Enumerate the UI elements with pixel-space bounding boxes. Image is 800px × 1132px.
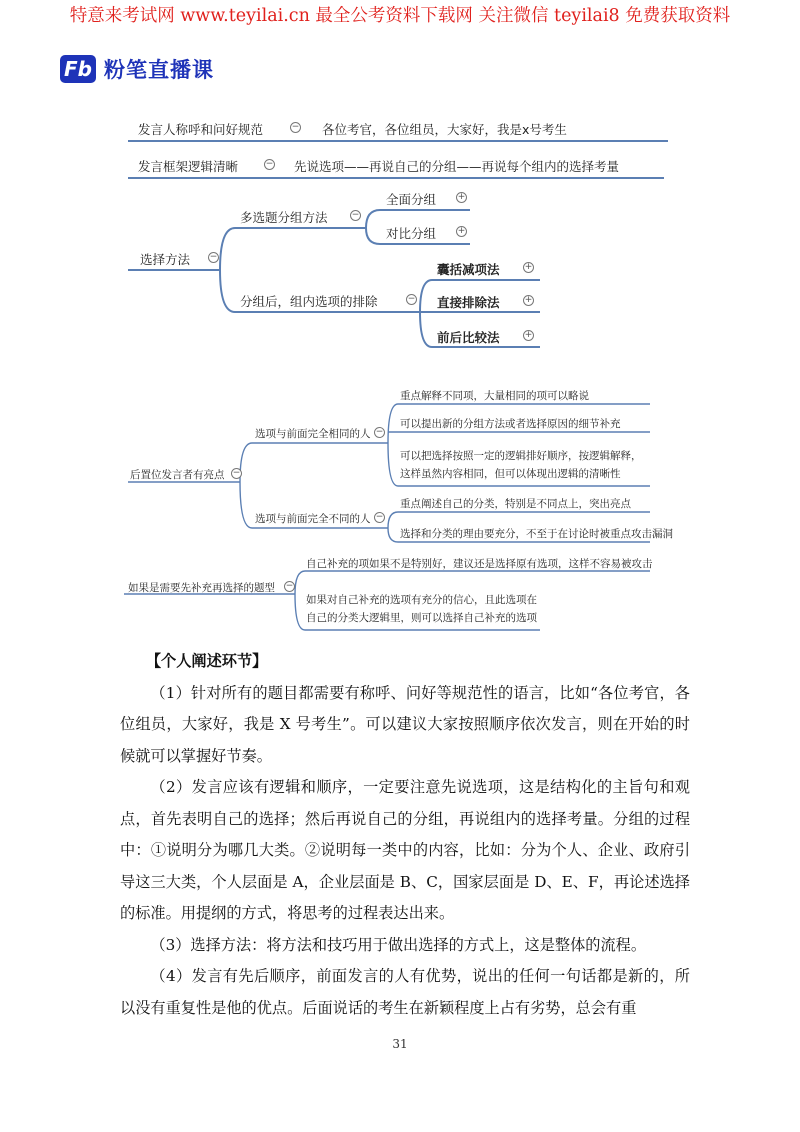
mm-method-leaf: 直接排除法 (437, 295, 500, 310)
mm-supplement-leaf: 如果对自己补充的选项有充分的信心，且此选项在 (306, 594, 537, 606)
collapse-icon[interactable]: − (351, 210, 360, 220)
mm-late-leaf: 这样虽然内容相同，但可以体现出逻辑的清晰性 (400, 468, 621, 480)
expand-icon[interactable]: + (457, 226, 466, 236)
mm-late-leaf: 重点阐述自己的分类，特别是不同点上，突出亮点 (400, 498, 631, 510)
mm-late-leaf: 可以提出新的分组方法或者选择原因的细节补充 (400, 418, 621, 430)
expand-icon[interactable]: + (457, 192, 466, 202)
mm-method-b1: 多选题分组方法 (240, 210, 328, 225)
paragraph: （4）发言有先后顺序，前面发言的人有优势，说出的任何一句话都是新的，所以没有重复性是他的优点。后面说话的考生在新颖程度上占有劣势，总会有重 (120, 967, 690, 1017)
section-heading: 【个人阐述环节】 (145, 652, 268, 670)
paragraph: （1）针对所有的题目都需要有称呼、问好等规范性的语言，比如“各位考官，各位组员，大家好，我是 X 号考生”。可以建议大家按照顺序依次发言，则在开始的时候就可以掌握好节奏。 (120, 683, 690, 765)
paragraph: （3）选择方法：将方法和技巧用于做出选择的方式上，这是整体的流程。 (150, 935, 647, 954)
collapse-icon[interactable]: − (291, 122, 300, 132)
collapse-icon[interactable]: − (209, 252, 218, 262)
collapse-icon[interactable]: − (407, 294, 416, 304)
mm-framework-label: 发言框架逻辑清晰 (138, 159, 239, 174)
collapse-icon[interactable]: − (265, 159, 274, 169)
body-text (120, 646, 690, 1024)
expand-icon[interactable]: + (524, 262, 533, 272)
mm-method-leaf: 前后比较法 (437, 330, 500, 345)
collapse-icon[interactable]: − (375, 512, 384, 522)
page-number: 31 (392, 1037, 408, 1051)
collapse-icon[interactable]: − (285, 581, 294, 591)
mm-greeting-value: 各位考官，各位组员，大家好，我是x号考生 (322, 122, 567, 137)
mm-method-leaf: 对比分组 (386, 226, 437, 241)
header-banner: 特意来考试网 www.teyilai.cn 最全公考资料下载网 关注微信 teyilai8 免费获取资料 (69, 6, 731, 26)
mm-framework-value: 先说选项——再说自己的分组——再说每个组内的选择考量 (294, 159, 620, 174)
mm-method-root: 选择方法 (140, 252, 191, 267)
paragraph: （2）发言应该有逻辑和顺序，一定要注意先说选项，这是结构化的主旨句和观点，首先表明自己的选择；然后再说自己的分组，再说组内的选择考量。分组的过程中：①说明分为哪几大类。②说明每一类中的内容，比如：分为个人、企业、政府引导这三大类，个人层面是 A，企业层面是 B、C，国家层面是 D、E、F，再论述选择的标准。用提纲的方式，将思考的过程表达出来。 (120, 778, 690, 922)
mm-greeting-label: 发言人称呼和问好规范 (138, 122, 264, 137)
mm-method-leaf: 全面分组 (386, 192, 437, 207)
mm-late-root: 后置位发言者有亮点 (130, 469, 225, 481)
mm-late-leaf: 重点解释不同项，大量相同的项可以略说 (400, 390, 589, 402)
collapse-icon[interactable]: − (375, 427, 384, 437)
expand-icon[interactable]: + (524, 330, 533, 340)
mm-late-b2: 选项与前面完全不同的人 (255, 513, 371, 525)
mm-supplement-root: 如果是需要先补充再选择的题型 (128, 582, 275, 594)
mm-method-leaf: 囊括减项法 (437, 262, 500, 277)
mm-supplement-leaf: 自己的分类大逻辑里，则可以选择自己补充的选项 (306, 612, 537, 624)
collapse-icon[interactable]: − (232, 468, 241, 478)
logo-text: 粉笔直播课 (104, 58, 214, 82)
mm-late-b1: 选项与前面完全相同的人 (255, 428, 371, 440)
mm-late-leaf: 可以把选择按照一定的逻辑排好顺序，按逻辑解释， (400, 450, 642, 462)
mm-method-b2: 分组后，组内选项的排除 (240, 294, 378, 309)
mm-supplement-leaf: 自己补充的项如果不是特别好，建议还是选择原有选项，这样不容易被攻击 (306, 558, 653, 570)
expand-icon[interactable]: + (524, 295, 533, 305)
fenbi-logo-icon: Fb (60, 55, 96, 83)
mm-late-leaf: 选择和分类的理由要充分，不至于在讨论时被重点攻击漏洞 (400, 528, 673, 540)
